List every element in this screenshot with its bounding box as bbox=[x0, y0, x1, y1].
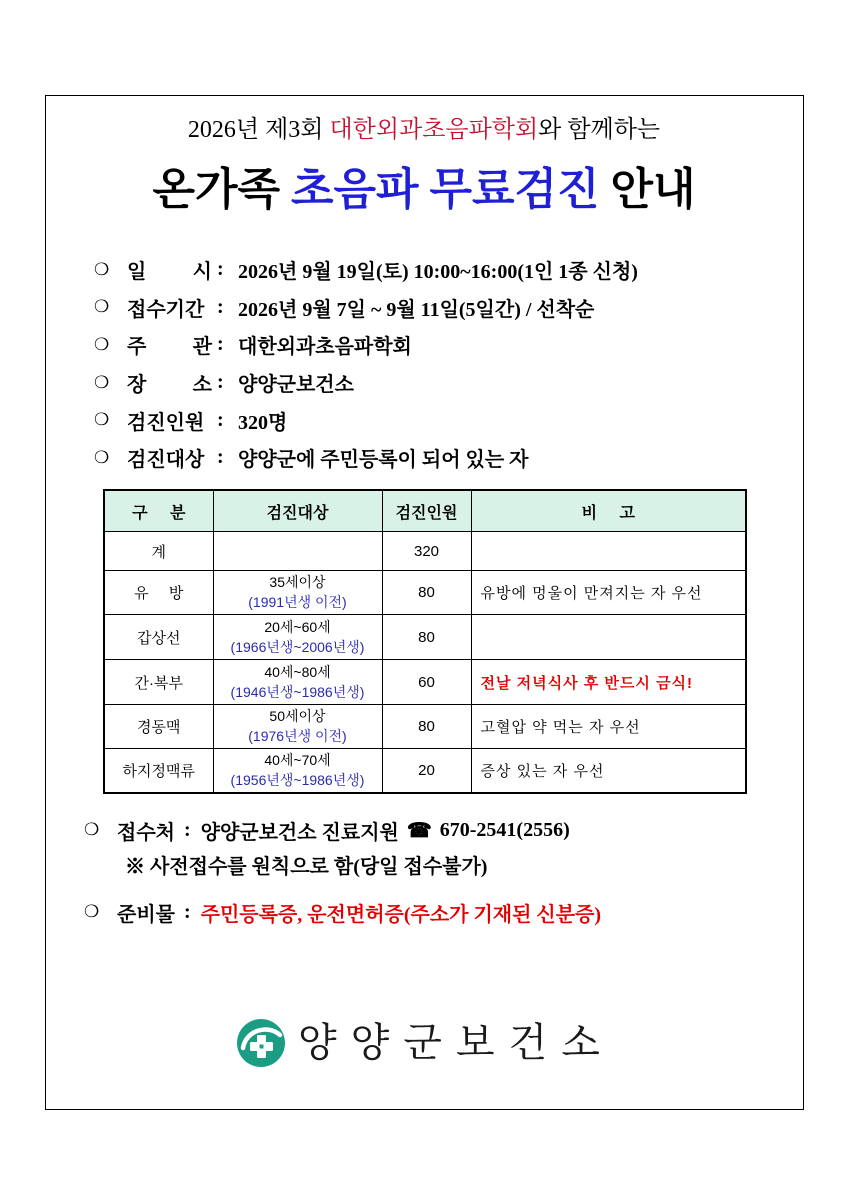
health-center-logo-icon bbox=[236, 1018, 286, 1068]
cell-target bbox=[213, 749, 382, 794]
reception-label: 접수처 bbox=[117, 821, 175, 844]
cell-category: 유 방 bbox=[104, 571, 213, 615]
circle-bullet-icon: ❍ bbox=[84, 820, 100, 840]
cell-target bbox=[213, 660, 382, 705]
header-target: 검진대상 bbox=[213, 490, 382, 532]
cell-note bbox=[471, 532, 746, 571]
cell-count: 20 bbox=[382, 749, 471, 794]
cell-category: 계 bbox=[104, 532, 213, 571]
subtitle-prefix: 2026년 제3회 bbox=[187, 117, 330, 143]
circle-bullet-icon: ❍ bbox=[94, 259, 110, 280]
circle-bullet-icon: ❍ bbox=[84, 902, 100, 922]
table-row-liver-abdomen bbox=[104, 660, 746, 705]
table-header-row bbox=[104, 490, 746, 532]
cell-target bbox=[213, 615, 382, 660]
cell-count: 80 bbox=[382, 705, 471, 749]
cell-count: 60 bbox=[382, 660, 471, 705]
target-age: 40세~80세 bbox=[264, 663, 331, 680]
info-separator: : bbox=[217, 371, 224, 394]
target-birth-years: (1956년생~1986년생) bbox=[230, 772, 365, 788]
circle-bullet-icon: ❍ bbox=[94, 297, 110, 318]
cell-target bbox=[213, 705, 382, 749]
info-value: 대한외과초음파학회 bbox=[238, 336, 412, 359]
target-age: 35세이상 bbox=[269, 574, 326, 590]
phone-icon: ☎ bbox=[406, 819, 432, 842]
screening-table bbox=[103, 489, 747, 794]
header-count: 검진인원 bbox=[382, 490, 471, 532]
reception-separator: : bbox=[183, 818, 191, 841]
cell-category: 하지정맥류 bbox=[104, 749, 213, 794]
info-item-location bbox=[94, 364, 638, 402]
notice-subtitle bbox=[0, 114, 848, 146]
info-label: 검진인원 bbox=[127, 411, 205, 434]
cell-note: 고혈압 약 먹는 자 우선 bbox=[471, 705, 746, 749]
subtitle-society-name: 대한외과초음파학회 bbox=[329, 117, 539, 143]
target-age: 40세~70세 bbox=[264, 752, 331, 768]
reception-phone: 670-2541(2556) bbox=[439, 818, 570, 841]
target-age: 20세~60세 bbox=[264, 618, 331, 635]
notice-title bbox=[0, 162, 848, 218]
cell-category: 경동맥 bbox=[104, 705, 213, 749]
info-item-registration-period bbox=[94, 289, 638, 327]
info-separator: : bbox=[217, 446, 224, 469]
cell-note bbox=[471, 615, 746, 660]
preparation-label: 준비물 bbox=[117, 903, 175, 926]
cell-target bbox=[213, 532, 382, 571]
health-center-logo-text: 양양군보건소 bbox=[298, 1020, 614, 1066]
info-separator: : bbox=[217, 408, 224, 431]
cell-count: 320 bbox=[382, 532, 471, 571]
header-note: 비 고 bbox=[471, 490, 746, 532]
circle-bullet-icon: ❍ bbox=[94, 410, 110, 431]
subtitle-suffix: 와 함께하는 bbox=[538, 117, 661, 143]
info-item-organizer bbox=[94, 326, 638, 364]
info-separator: : bbox=[217, 295, 224, 318]
cell-target bbox=[213, 571, 382, 615]
cell-note: 증상 있는 자 우선 bbox=[471, 749, 746, 794]
target-birth-years: (1966년생~2006년생) bbox=[230, 638, 365, 655]
table-row-breast bbox=[104, 571, 746, 615]
preparation-separator: : bbox=[183, 900, 191, 923]
circle-bullet-icon: ❍ bbox=[94, 334, 110, 355]
circle-bullet-icon: ❍ bbox=[94, 372, 110, 393]
info-label: 장 소 bbox=[127, 374, 212, 397]
table-row-varicose bbox=[104, 749, 746, 794]
info-value: 양양군보건소 bbox=[238, 374, 354, 397]
info-label: 검진대상 bbox=[127, 449, 205, 472]
info-value: 2026년 9월 7일 ~ 9월 11일(5일간) / 선착순 bbox=[238, 298, 595, 321]
table-row-thyroid bbox=[104, 615, 746, 660]
info-item-eligibility bbox=[94, 439, 638, 477]
cell-count: 80 bbox=[382, 615, 471, 660]
info-value: 320명 bbox=[238, 411, 288, 434]
title-prefix: 온가족 bbox=[152, 165, 291, 214]
title-highlight: 초음파 무료검진 bbox=[290, 165, 600, 214]
table-row-total bbox=[104, 532, 746, 571]
info-value: 양양군에 주민등록이 되어 있는 자 bbox=[238, 449, 529, 472]
header-category: 구 분 bbox=[104, 490, 213, 532]
info-separator: : bbox=[217, 333, 224, 356]
circle-bullet-icon: ❍ bbox=[94, 447, 110, 468]
cell-category: 갑상선 bbox=[104, 615, 213, 660]
info-label: 접수기간 bbox=[127, 298, 205, 321]
target-birth-years: (1991년생 이전) bbox=[248, 594, 347, 610]
cell-note: 유방에 멍울이 만져지는 자 우선 bbox=[471, 571, 746, 615]
info-separator: : bbox=[217, 258, 224, 281]
cell-count: 80 bbox=[382, 571, 471, 615]
cell-note-fasting-warning: 전날 저녁식사 후 반드시 금식! bbox=[471, 660, 746, 705]
info-label: 일 시 bbox=[127, 261, 212, 284]
info-value: 2026년 9월 19일(토) 10:00~16:00(1인 1종 신청) bbox=[238, 261, 638, 284]
target-birth-years: (1946년생~1986년생) bbox=[230, 683, 365, 700]
target-age: 50세이상 bbox=[269, 708, 326, 724]
info-item-datetime bbox=[94, 251, 638, 289]
reception-note: ※ 사전접수를 원칙으로 함(당일 접수불가) bbox=[125, 856, 488, 878]
reception-line bbox=[84, 811, 570, 849]
table-row-carotid bbox=[104, 705, 746, 749]
reception-place: 양양군보건소 진료지원 bbox=[200, 821, 399, 844]
preparation-items: 주민등록증, 운전면허증(주소가 기재된 신분증) bbox=[200, 903, 602, 926]
title-suffix: 안내 bbox=[599, 165, 696, 214]
info-label: 주 관 bbox=[127, 336, 212, 359]
preparation-line bbox=[84, 893, 601, 931]
target-birth-years: (1976년생 이전) bbox=[248, 728, 347, 744]
cell-category: 간·복부 bbox=[104, 660, 213, 705]
info-list bbox=[94, 251, 638, 477]
info-item-capacity bbox=[94, 401, 638, 439]
